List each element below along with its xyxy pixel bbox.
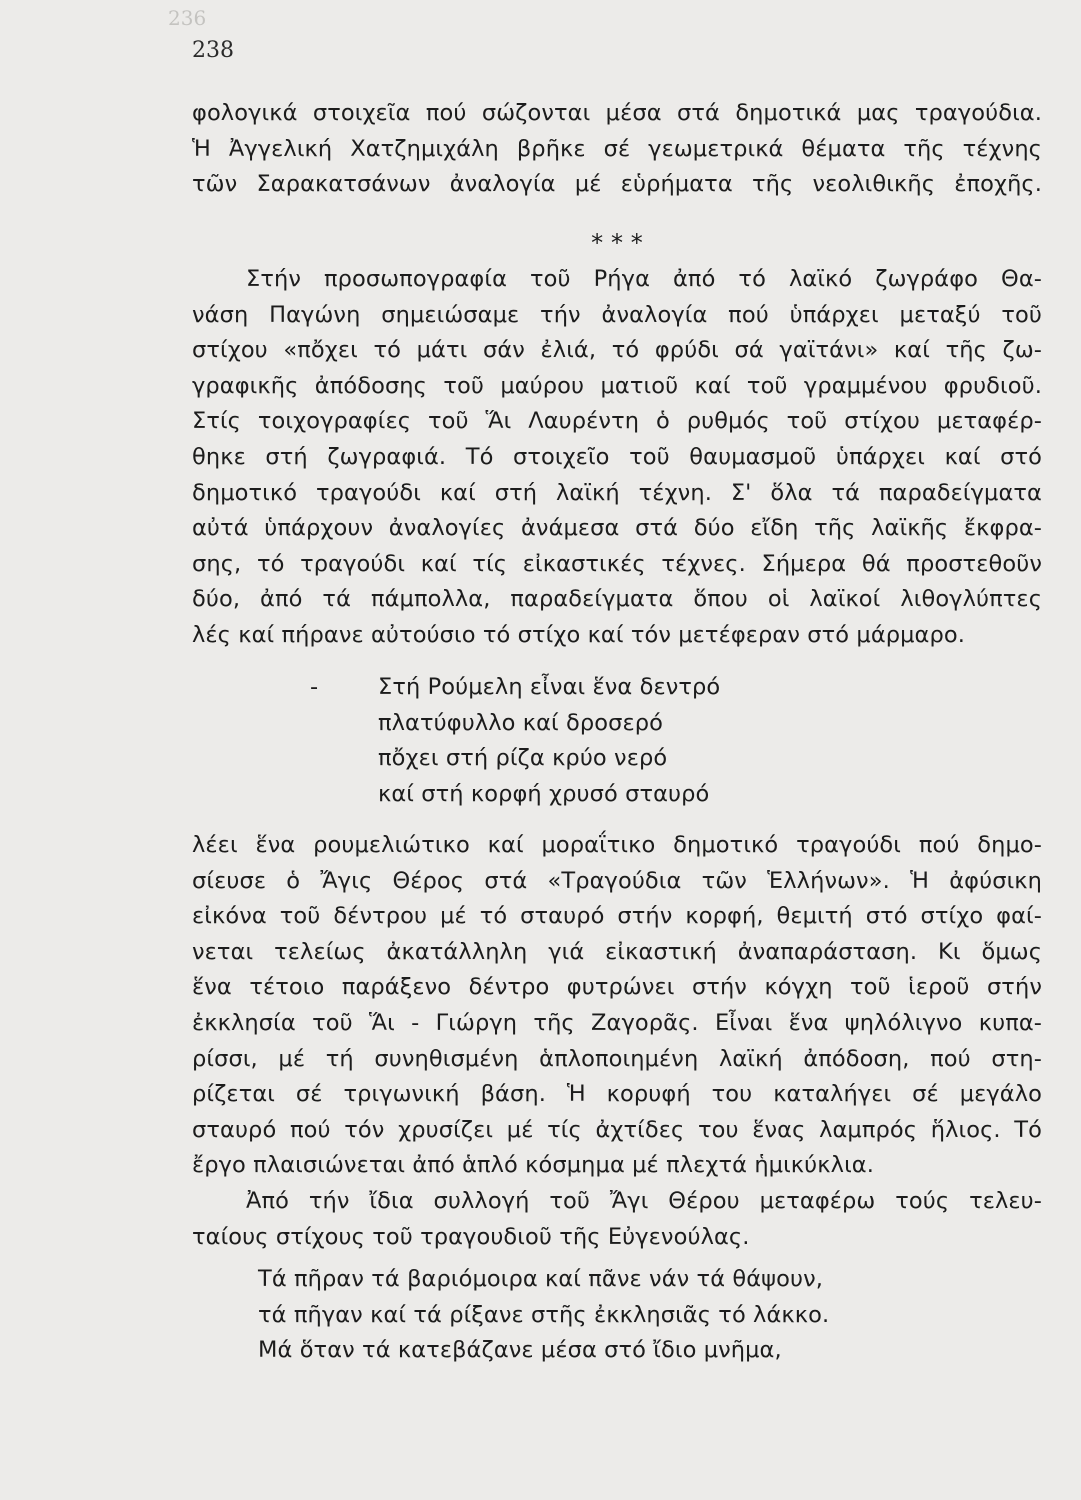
paragraph [192, 262, 1042, 654]
text-line: λέει ἕνα ρουμελιώτικο καί μοραΐτικο δημοτικό τραγούδι πού δημο- [192, 832, 1042, 858]
text-line: σίευσε ὁ Ἄγις Θέρος στά «Τραγούδια τῶν Ἑλλήνων». Ἡ ἀφύσικη [192, 867, 1042, 894]
text-line: σης, τό τραγούδι καί τίς εἰκαστικές τέχνες. Σήμερα θά προστεθοῦν [192, 550, 1042, 577]
verse-line: καί στή κορφή χρυσό σταυρό [378, 780, 710, 807]
verse-line: πλατύφυλλο καί δροσερό [378, 709, 664, 736]
text-line: δημοτικό τραγούδι καί στή λαϊκή τέχνη. Σ' ὅλα τά παραδείγματα [192, 479, 1042, 506]
verse-line: πὄχει στή ρίζα κρύο νερό [378, 745, 668, 772]
text-line: τῶν Σαρακατσάνων ἀναλογία μέ εὑρήματα τῆς νεολιθικῆς ἐποχῆς. [192, 171, 1042, 198]
text-line: εἰκόνα τοῦ δέντρου μέ τό σταυρό στήν κορφή, θεμιτή στό στίχο φαί- [192, 903, 1042, 930]
text-line: Στήν προσωπογραφία τοῦ Ρήγα ἀπό τό λαϊκό ζωγράφο Θα- [246, 266, 1042, 292]
text-line: γραφικῆς ἀπόδοσης τοῦ μαύρου ματιοῦ καί τοῦ γραμμένου φρυδιοῦ. [192, 372, 1042, 399]
text-line: σταυρό πού τόν χρυσίζει μέ τίς ἀχτίδες του ἕνας λαμπρός ἥλιος. Τό [192, 1116, 1042, 1143]
paragraph [192, 1184, 1042, 1255]
verse-block [192, 670, 1042, 812]
verse-line: Τά πῆραν τά βαριόμοιρα καί πᾶνε νάν τά θάψουν, [258, 1266, 824, 1292]
paragraph [192, 828, 1042, 1184]
text-line: λές καί πήρανε αὐτούσιο τό στίχο καί τόν μετέφεραν στό μάρμαρο. [192, 621, 965, 648]
text-line: αὐτά ὑπάρχουν ἀναλογίες ἀνάμεσα στά δύο εἴδη τῆς λαϊκῆς ἔκφρα- [192, 515, 1042, 542]
text-line: δύο, ἀπό τά πάμπολλα, παραδείγματα ὅπου οἱ λαϊκοί λιθογλύπτες [192, 586, 1042, 613]
text-line: ἕνα τέτοιο παράξενο δέντρο φυτρώνει στήν κόγχη τοῦ ἱεροῦ στήν [192, 974, 1042, 1001]
text-line: ἐκκλησία τοῦ Ἅι - Γιώργη τῆς Ζαγορᾶς. Εἶναι ἕνα ψηλόλιγνο κυπα- [192, 1009, 1042, 1036]
text-line: θηκε στή ζωγραφιά. Τό στοιχεῖο τοῦ θαυμασμοῦ ὑπάρχει καί στό [192, 443, 1042, 470]
text-line: Ἀπό τήν ἴδια συλλογή τοῦ Ἄγι Θέρου μεταφέρω τούς τελευ- [246, 1188, 1042, 1214]
verse-line: Μά ὅταν τά κατεβάζανε μέσα στό ἴδιο μνῆμα, [258, 1337, 782, 1364]
ghost-page-number: 236 [168, 6, 207, 30]
text-line: ἔργο πλαισιώνεται ἀπό ἁπλό κόσμημα μέ πλεχτά ἡμικύκλια. [192, 1152, 874, 1179]
verse-line: τά πῆγαν καί τά ρίξανε στῆς ἐκκλησιᾶς τό λάκκο. [258, 1301, 830, 1328]
text-line: στίχου «πὄχει τό μάτι σάν ἐλιά, τό φρύδι σά γαϊτάνι» καί τῆς ζω- [192, 337, 1042, 364]
text-line: Στίς τοιχογραφίες τοῦ Ἅι Λαυρέντη ὁ ρυθμός τοῦ στίχου μεταφέρ- [192, 408, 1042, 435]
verse-line: - Στή Ρούμελη εἶναι ἕνα δεντρό [192, 670, 1042, 706]
text-line: ρίζεται σέ τριγωνική βάση. Ἡ κορυφή του καταλήγει σέ μεγάλο [192, 1081, 1042, 1108]
paragraph [192, 96, 1042, 203]
verse-block [192, 1262, 1042, 1369]
text-line: ταίους στίχους τοῦ τραγουδιοῦ τῆς Εὐγενούλας. [192, 1223, 750, 1250]
page-number: 238 [192, 38, 234, 63]
section-separator: * * * [591, 229, 643, 257]
text-line: Ἡ Ἀγγελική Χατζημιχάλη βρῆκε σέ γεωμετρικά θέματα τῆς τέχνης [192, 135, 1042, 162]
text-line: νάση Παγώνη σημειώσαμε τήν ἀναλογία πού ὑπάρχει μεταξύ τοῦ [192, 301, 1042, 328]
text-line: φολογικά στοιχεῖα πού σώζονται μέσα στά δημοτικά μας τραγούδια. [192, 100, 1042, 126]
text-line: νεται τελείως ἀκατάλληλη γιά εἰκαστική ἀναπαράσταση. Κι ὅμως [192, 938, 1042, 965]
text-line: ρίσσι, μέ τή συνηθισμένη ἁπλοποιημένη λαϊκή ἀπόδοση, πού στη- [192, 1045, 1042, 1072]
